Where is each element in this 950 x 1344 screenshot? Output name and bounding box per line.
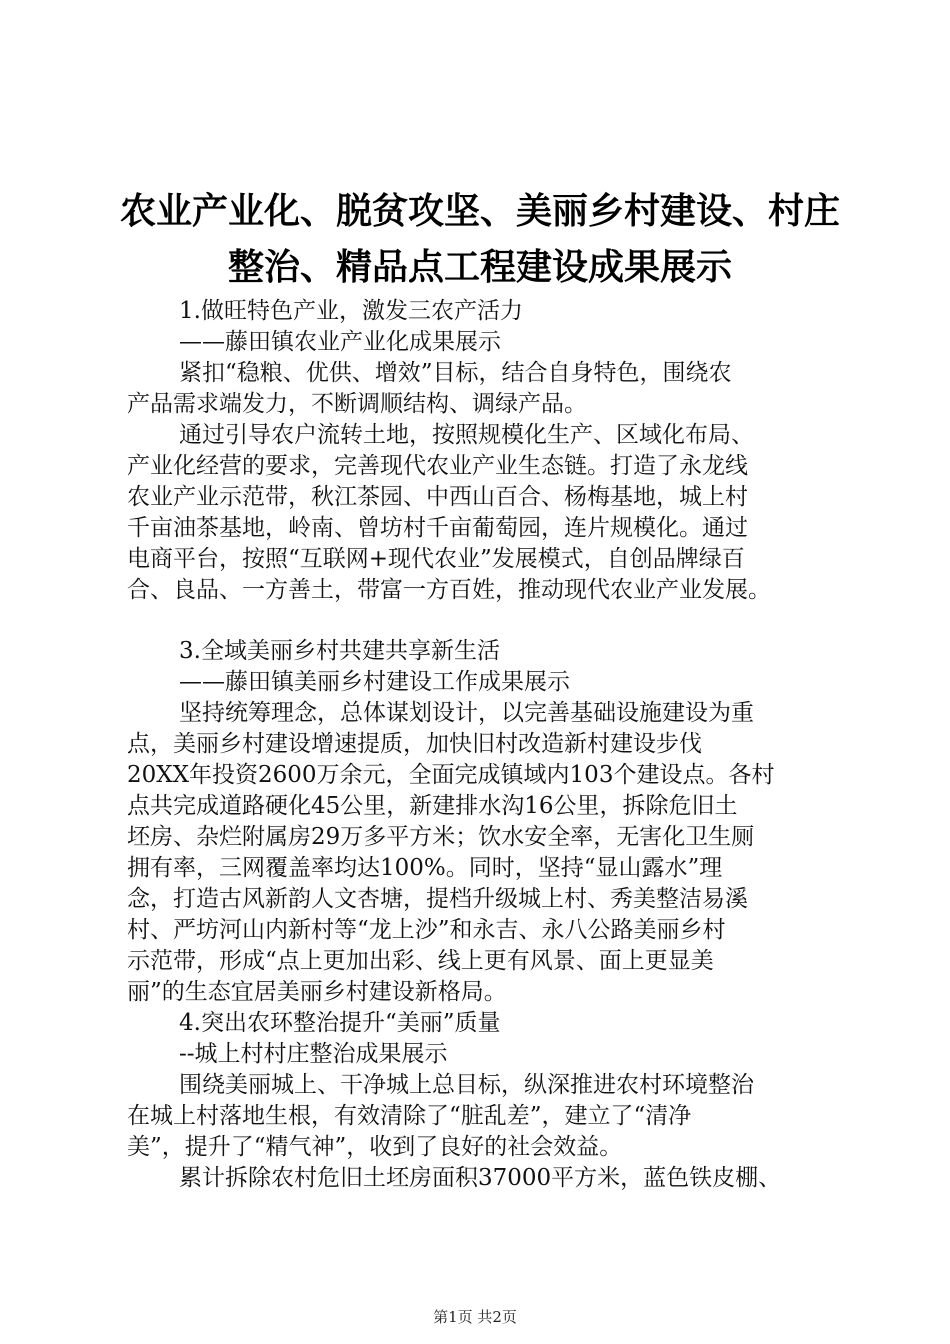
paragraph-line: 点，美丽乡村建设增速提质，加快旧村改造新村建设步伐 <box>127 731 702 757</box>
document-title <box>110 183 850 295</box>
paragraph-line: 示范带，形成“点上更加出彩、线上更有风景、面上更显美 <box>127 948 714 974</box>
paragraph-line: 村、严坊河山内新村等“龙上沙”和永吉、永八公路美丽乡村 <box>127 917 726 943</box>
paragraph-gap <box>127 606 857 636</box>
paragraph-line: 念，打造古风新韵人文杏塘，提档升级城上村、秀美整洁易溪 <box>127 886 748 912</box>
paragraph-line: 农业产业示范带，秋江茶园、中西山百合、杨梅基地，城上村 <box>127 484 748 510</box>
title-line: 整治、精品点工程建设成果展示 <box>227 246 732 288</box>
title-line: 农业产业化、脱贫攻坚、美丽乡村建设、村庄 <box>119 190 840 232</box>
paragraph-line: 坯房、杂烂附属房29万多平方米；饮水安全率，无害化卫生厕 <box>127 824 755 850</box>
paragraph-line: 坚持统筹理念，总体谋划设计，以完善基础设施建设为重 <box>179 700 754 726</box>
paragraph-line: 千亩油茶基地，岭南、曾坊村千亩葡萄园，连片规模化。通过 <box>127 515 748 541</box>
paragraph-line: 围绕美丽城上、干净城上总目标，纵深推进农村环境整治 <box>179 1072 754 1098</box>
section-subtitle: --城上村村庄整治成果展示 <box>179 1041 448 1067</box>
section-heading: 1.做旺特色产业，激发三农产活力 <box>179 298 523 324</box>
paragraph-line: 丽”的生态宜居美丽乡村建设新格局。 <box>127 979 507 1005</box>
section-subtitle: ——藤田镇美丽乡村建设工作成果展示 <box>179 669 570 695</box>
paragraph-line: 紧扣“稳粮、优供、增效”目标，结合自身特色，围绕农 <box>179 360 732 386</box>
paragraph-line: 产业化经营的要求，完善现代农业产业生态链。打造了永龙线 <box>127 453 748 479</box>
paragraph-line: 点共完成道路硬化45公里，新建排水沟16公里，拆除危旧土 <box>127 793 738 819</box>
paragraph-line: 20XX年投资2600万余元，全面完成镇域内103个建设点。各村 <box>127 762 775 788</box>
paragraph-line: 通过引导农户流转土地，按照规模化生产、区域化布局、 <box>179 422 754 448</box>
paragraph-line: 电商平台，按照“互联网+现代农业”发展模式，自创品牌绿百 <box>127 546 745 572</box>
paragraph-line: 合、良品、一方善土，带富一方百姓，推动现代农业产业发展。 <box>127 577 771 603</box>
paragraph-line: 拥有率，三网覆盖率均达100%。同时，坚持“显山露水”理 <box>127 855 723 881</box>
page-footer: 第1页 共2页 <box>433 1308 517 1326</box>
section-heading: 3.全域美丽乡村共建共享新生活 <box>179 638 500 664</box>
paragraph-line: 美”，提升了“精气神”，收到了良好的社会效益。 <box>127 1134 623 1160</box>
document-body <box>127 296 857 1194</box>
section-subtitle: ——藤田镇农业产业化成果展示 <box>179 329 501 355</box>
section-heading: 4.突出农环整治提升“美丽”质量 <box>179 1010 501 1036</box>
paragraph-line: 在城上村落地生根，有效清除了“脏乱差”，建立了“清净 <box>127 1103 692 1129</box>
paragraph-line: 累计拆除农村危旧土坯房面积37000平方米，蓝色铁皮棚、 <box>179 1165 782 1191</box>
paragraph-line: 产品需求端发力，不断调顺结构、调绿产品。 <box>127 391 587 417</box>
